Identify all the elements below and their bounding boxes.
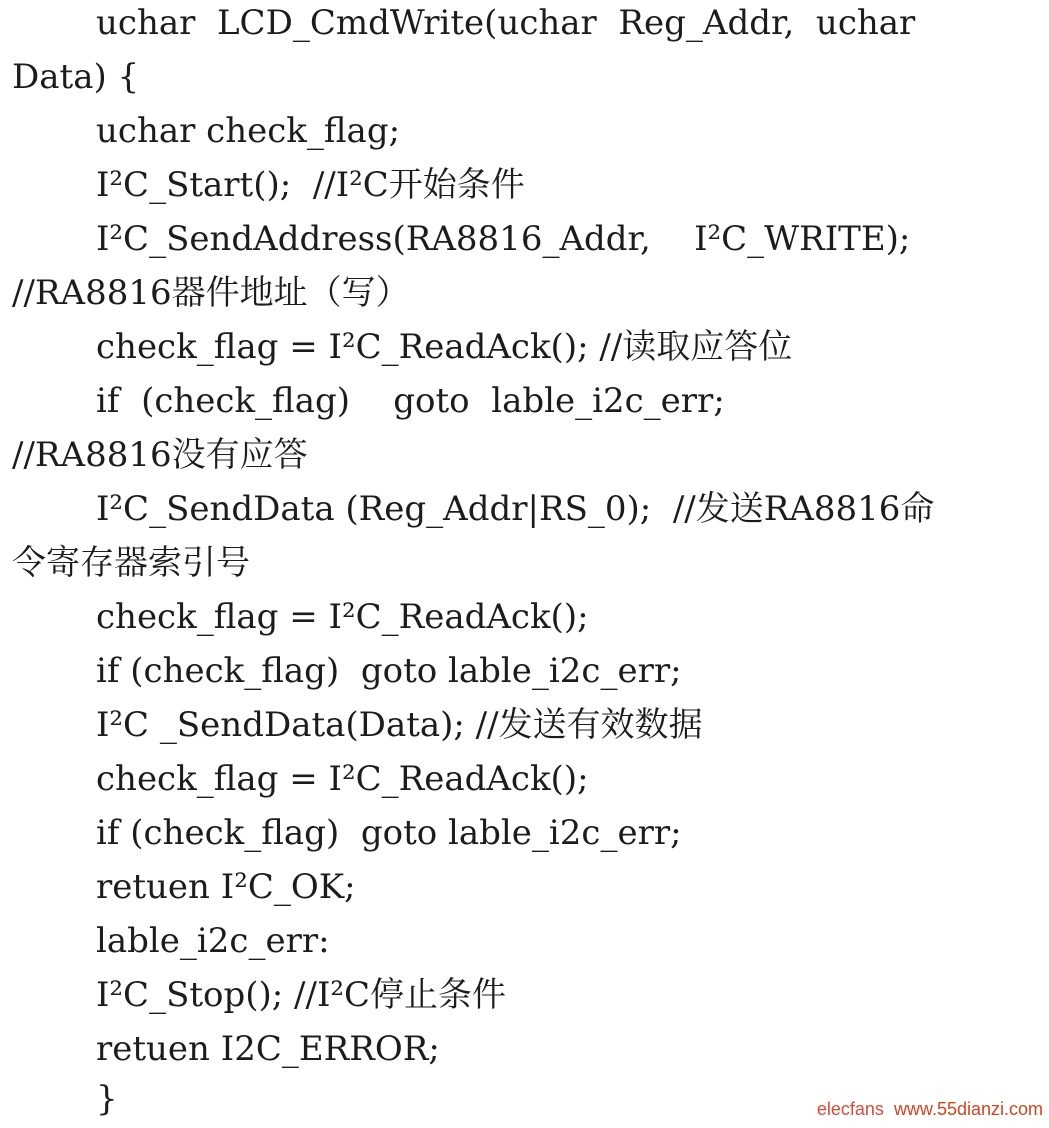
code-line-15	[0, 752, 1049, 806]
code-line-3-text: uchar check_flag;	[96, 111, 401, 151]
code-line-10	[0, 482, 1049, 536]
code-line-17-text: retuen I²C_OK;	[96, 867, 356, 907]
watermark	[817, 1099, 1043, 1120]
code-line-1	[0, 0, 1049, 50]
watermark-brand: elecfans	[816, 1099, 884, 1119]
code-line-6-text: //RA8816器件地址（写）	[12, 273, 410, 313]
code-line-4-text: I²C_Start(); //I²C开始条件	[96, 165, 525, 205]
code-line-1-text: uchar LCD_CmdWrite(uchar Reg_Addr, uchar	[96, 3, 916, 43]
code-line-3	[0, 104, 1049, 158]
code-line-12	[0, 590, 1049, 644]
code-line-13-text: if (check_flag) goto lable_i2c_err;	[96, 651, 682, 691]
code-line-11-text: 令寄存器索引号	[12, 543, 250, 583]
code-line-9-text: //RA8816没有应答	[12, 435, 308, 475]
code-line-5-text: I²C_SendAddress(RA8816_Addr, I²C_WRITE);	[96, 219, 911, 259]
code-line-6	[0, 266, 1049, 320]
code-line-12-text: check_flag = I²C_ReadAck();	[96, 597, 589, 637]
watermark-site: www.55dianzi.com	[893, 1099, 1043, 1119]
code-line-16-text: if (check_flag) goto lable_i2c_err;	[96, 813, 682, 853]
code-line-19-text: I²C_Stop(); //I²C停止条件	[96, 975, 507, 1015]
code-line-4	[0, 158, 1049, 212]
code-line-14-text: I²C _SendData(Data); //发送有效数据	[96, 705, 703, 745]
code-line-18	[0, 914, 1049, 968]
code-line-8	[0, 374, 1049, 428]
code-line-13	[0, 644, 1049, 698]
code-line-7	[0, 320, 1049, 374]
code-line-20-text: retuen I2C_ERROR;	[96, 1029, 440, 1069]
code-line-2-text: Data) {	[12, 57, 140, 97]
code-line-21-text: }	[96, 1079, 118, 1119]
code-line-17	[0, 860, 1049, 914]
code-line-5	[0, 212, 1049, 266]
code-line-14	[0, 698, 1049, 752]
code-line-7-text: check_flag = I²C_ReadAck(); //读取应答位	[96, 327, 793, 367]
code-line-20	[0, 1022, 1049, 1076]
code-line-16	[0, 806, 1049, 860]
code-line-10-text: I²C_SendData (Reg_Addr|RS_0); //发送RA8816命	[96, 489, 935, 529]
code-line-11	[0, 536, 1049, 590]
code-line-9	[0, 428, 1049, 482]
code-line-19	[0, 968, 1049, 1022]
code-line-15-text: check_flag = I²C_ReadAck();	[96, 759, 589, 799]
code-line-8-text: if (check_flag) goto lable_i2c_err;	[96, 381, 725, 421]
code-line-18-text: lable_i2c_err:	[96, 921, 330, 961]
code-line-2	[0, 50, 1049, 104]
